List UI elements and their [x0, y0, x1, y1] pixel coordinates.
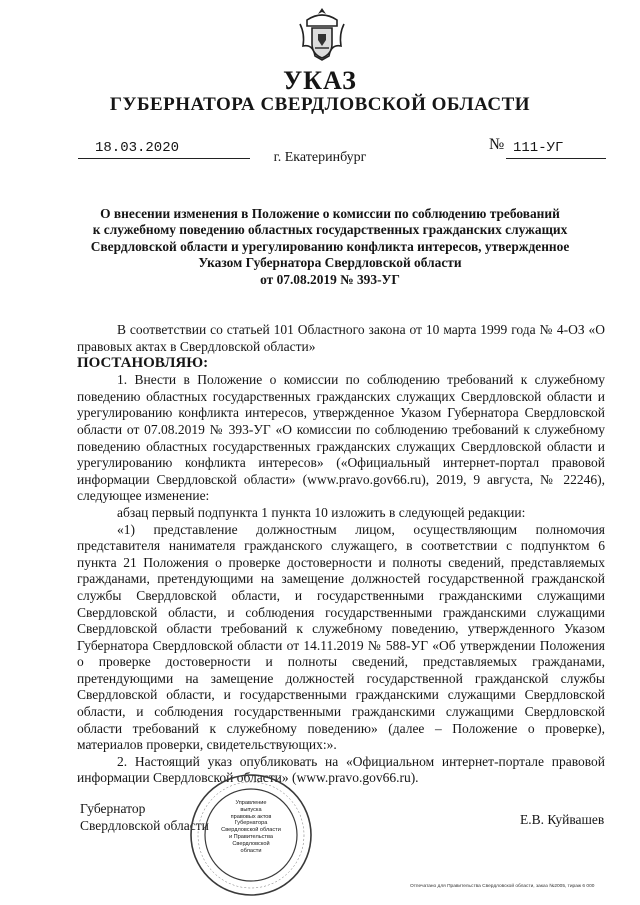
print-note: Отпечатано для Правительства Свердловской области, заказ №2005, тираж 6 000 — [410, 884, 595, 889]
stamp-line: области — [240, 847, 262, 854]
document-subtitle: ГУБЕРНАТОРА СВЕРДЛОВСКОЙ ОБЛАСТИ — [109, 94, 531, 115]
coat-of-arms-emblem — [297, 6, 347, 62]
body-paragraph: «1) представление должностным лицом, осуществляющим полномочия представителя нанимателя гражданского служащего, в соответствии с подпунктом 6 пункта 21 Положения о проверке достоверности и полноты сведений, представляемых гражданами, претендующими на замещение должностей государственной гражданской службы Свердловской области, и государственными гражданскими служащими Свердловской области, и соблюдения государственными гражданскими служащими Свердловской области требований к служебному поведению, утвержденного Указом Губернатора Свердловской области от 14.11.2019 № 588-УГ «Об утверждении Положения о проверке достоверности и полноты сведений, представляемых гражданами, претендующими на замещение должностей государственной гражданской службы Свердловской области, и государственными гражданскими служащими Свердловской области, и соблюдения государственными гражданскими служащими Свердловской области требований к служебному поведению» (далее – Положение о проверке), материалов проверки, свидетельствующих:». — [77, 521, 605, 753]
subject-line: Указом Губернатора Свердловской области — [198, 255, 462, 271]
stamp-line: выпуска — [240, 806, 262, 813]
number-label: № — [489, 136, 505, 153]
decree-heading: ПОСТАНОВЛЯЮ: — [77, 355, 209, 372]
document-subject — [60, 206, 600, 288]
stamp-line: Управление — [235, 800, 267, 806]
stamp-line: правовых актов — [230, 813, 272, 820]
preamble-paragraph: В соответствии со статьей 101 Областного закона от 10 марта 1999 года № 4-ОЗ «О правовых актах в Свердловской области» — [77, 322, 605, 354]
city: г. Екатеринбург — [273, 150, 367, 165]
subject-line: к служебному поведению областных государственных гражданских служащих — [92, 222, 568, 238]
subject-line: Свердловской области и урегулированию конфликта интересов, утвержденное — [90, 238, 570, 254]
stamp-line: Свердловской области — [221, 827, 281, 834]
stamp-line: и Правительства — [229, 833, 273, 840]
stamp-line: Свердловской — [232, 840, 270, 847]
document-title: УКАЗ — [283, 66, 357, 95]
subject-line: О внесении изменения в Положение о комиссии по соблюдению требований — [100, 206, 560, 221]
signer-position-line1: Губернатор — [80, 801, 146, 816]
document-number: 111-УГ — [513, 140, 564, 156]
document-date: 18.03.2020 — [95, 140, 180, 156]
stamp-text — [220, 800, 282, 854]
body-paragraph: 2. Настоящий указ опубликовать на «Официальном интернет-портале правовой информации Свердловской области» (www.pravo.gov66.ru). — [77, 753, 605, 786]
stamp-line: Губернатора — [234, 820, 268, 827]
signer-position-line2: Свердловской области — [80, 818, 209, 833]
body-paragraph: абзац первый подпункта 1 пункта 10 изложить в следующей редакции: — [117, 504, 526, 520]
subject-line: от 07.08.2019 № 393-УГ — [260, 271, 400, 287]
document-body — [77, 322, 605, 787]
signer-name: Е.В. Куйвашев — [520, 812, 605, 827]
body-paragraph: 1. Внести в Положение о комиссии по соблюдению требований к служебному поведению областных государственных гражданских служащих Свердловской области и урегулированию конфликта интересов, утвержденное Указом Губернатора Свердловской области от 07.08.2019 № 393-УГ «О комиссии по соблюдению требований к служебному поведению областных государственных гражданских служащих Свердловской области и урегулированию конфликта интересов» («Официальный интернет-портал правовой информации Свердловской области» (www.pravo.gov66.ru), 2019, 9 августа, № 22246), следующее изменение: — [77, 372, 605, 504]
